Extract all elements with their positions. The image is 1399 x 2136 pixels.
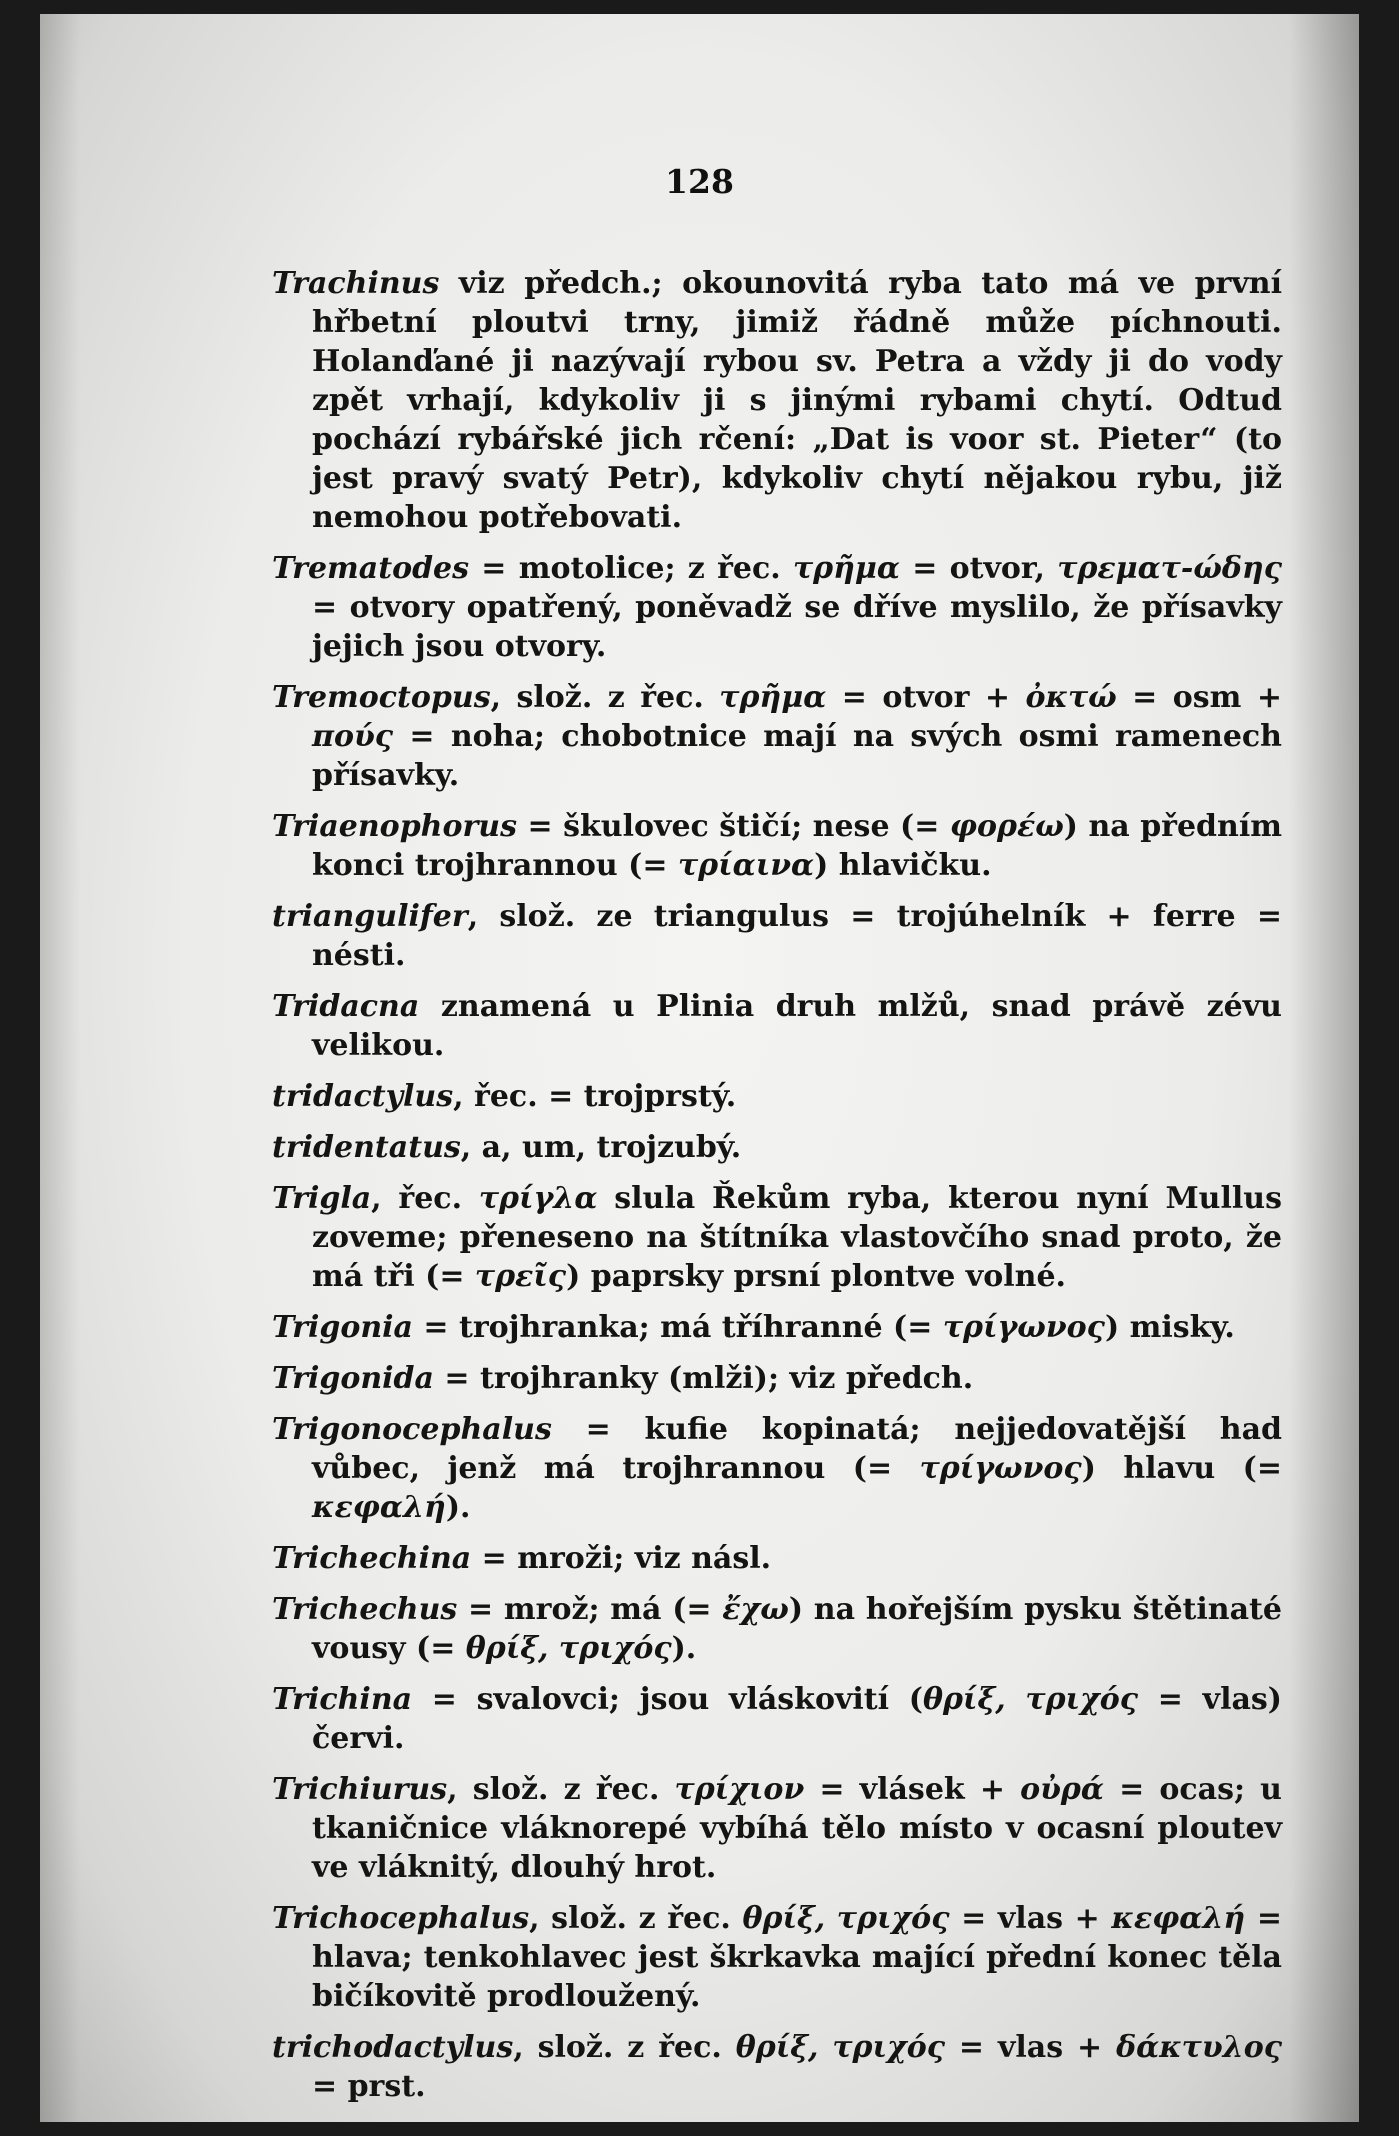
- greek-word: θρίξ, τριχός: [735, 2030, 945, 2065]
- entry-text: = otvor,: [899, 551, 1058, 586]
- greek-word: δάκτυλος: [1116, 2030, 1282, 2065]
- entry-headword: Tridacna: [272, 989, 420, 1024]
- entry-headword: tridactylus: [272, 1079, 454, 1114]
- greek-word: τρῆμα: [719, 680, 827, 715]
- entry-text: = ocas; u tkaničnice vláknorepé vybíhá tělo místo v ocasní ploutev ve vláknitý, dlouhý hrot.: [312, 1772, 1282, 1885]
- greek-word: κεφαλή: [1111, 1901, 1246, 1936]
- entry-headword: Trigonia: [272, 1310, 413, 1345]
- greek-word: θρίξ, τριχός: [922, 1682, 1139, 1717]
- entry-headword: Trematodes: [272, 551, 470, 586]
- entry-headword: Triaenophorus: [272, 809, 517, 844]
- entry-headword: Trachinus: [272, 266, 440, 301]
- entry-text: ) misky.: [1104, 1310, 1235, 1345]
- entry-text: viz předch.; okounovitá ryba tato má ve první hřbetní ploutvi trny, jimiž řádně může píchnouti. Holanďané ji nazývají rybou sv. Petra a vždy ji do vody zpět vrhají, kdykoliv ji s jinými rybami chytí. Odtud pochází rybářské jich rčení: „Dat is voor st. Pieter“ (to jest pravý svatý Petr), kdykoliv chytí nějakou rybu, již nemohou potřebovati.: [312, 266, 1282, 535]
- entry-text: = trojhranka; má tříhranné (=: [412, 1310, 943, 1345]
- dictionary-entry: [272, 807, 1282, 885]
- entry-text: , slož. z řec.: [513, 2030, 736, 2065]
- greek-word: ὀκτώ: [1025, 680, 1117, 715]
- greek-word: τρίγωνος: [919, 1451, 1082, 1486]
- entry-text: ) na předním konci trojhrannou (=: [312, 809, 1282, 883]
- entry-text: = mroži; viz násl.: [471, 1541, 772, 1576]
- entry-text: = otvory opatřený, poněvadž se dříve myslilo, že přísavky jejich jsou otvory.: [312, 590, 1282, 664]
- greek-word: κεφαλή: [312, 1490, 446, 1525]
- dictionary-entry: [272, 549, 1282, 666]
- dictionary-entry: [272, 678, 1282, 795]
- entry-text: ) hlavu (=: [1081, 1451, 1282, 1486]
- entry-text: = svalovci; jsou vláskovití (: [412, 1682, 923, 1717]
- dictionary-entries: [272, 264, 1282, 2118]
- entry-text: , a, um, trojzubý.: [460, 1130, 742, 1165]
- greek-word: πούς: [312, 719, 394, 754]
- entry-headword: Tremoctopus: [272, 680, 491, 715]
- entry-text: ) paprsky prsní plontve volné.: [566, 1259, 1066, 1294]
- entry-headword: Trichechus: [272, 1592, 458, 1627]
- entry-headword: Trigonida: [272, 1361, 434, 1396]
- entry-text: = vlásek +: [804, 1772, 1021, 1807]
- entry-text: = vlas +: [949, 1901, 1112, 1936]
- page-number: 128: [665, 162, 734, 201]
- greek-word: οὐρά: [1020, 1772, 1104, 1807]
- entry-text: = trojhranky (mlži); viz předch.: [433, 1361, 974, 1396]
- dictionary-entry: [272, 1077, 1282, 1116]
- entry-headword: Trichiurus: [272, 1772, 448, 1807]
- entry-text: , slož. ze triangulus = trojúhelník + ferre = nésti.: [312, 899, 1282, 973]
- entry-headword: tridentatus: [272, 1130, 461, 1165]
- entry-text: = prst.: [312, 2069, 426, 2104]
- dictionary-entry: [272, 1179, 1282, 1296]
- entry-text: , řec. = trojprstý.: [453, 1079, 737, 1114]
- entry-text: znamená u Plinia druh mlžů, snad právě zévu velikou.: [312, 989, 1282, 1063]
- dictionary-entry: [272, 1539, 1282, 1578]
- dictionary-entry: [272, 1590, 1282, 1668]
- dictionary-entry: [272, 1770, 1282, 1887]
- entry-text: slula Řekům ryba, kterou nyní Mullus zoveme; přeneseno na štítníka vlastovčího snad proto, že má tři (=: [312, 1181, 1282, 1294]
- dictionary-entry: [272, 987, 1282, 1065]
- page-edge-shadow-right: [1289, 14, 1359, 2122]
- dictionary-entry: [272, 1899, 1282, 2016]
- entry-text: = noha; chobotnice mají na svých osmi ramenech přísavky.: [312, 719, 1282, 793]
- entry-text: = kufie kopinatá; nejjedovatější had vůbec, jenž má trojhrannou (=: [312, 1412, 1282, 1486]
- entry-headword: Trichocephalus: [272, 1901, 530, 1936]
- page-edge-shadow-left: [40, 14, 80, 2122]
- entry-text: = mrož; má (=: [457, 1592, 723, 1627]
- entry-headword: Trichechina: [272, 1541, 472, 1576]
- book-page: [40, 14, 1359, 2122]
- greek-word: θρίξ, τριχός: [742, 1901, 950, 1936]
- greek-word: τρίγλα: [478, 1181, 598, 1216]
- dictionary-entry: [272, 1308, 1282, 1347]
- greek-word: τρεματ-ώδης: [1057, 551, 1282, 586]
- entry-headword: triangulifer: [272, 899, 468, 934]
- greek-word: ἔχω: [722, 1592, 789, 1627]
- entry-headword: Trigla: [272, 1181, 372, 1216]
- entry-headword: Trichina: [272, 1682, 413, 1717]
- entry-text: , slož. z řec.: [490, 680, 720, 715]
- entry-text: , slož. z řec.: [529, 1901, 743, 1936]
- dictionary-entry: [272, 264, 1282, 537]
- entry-text: ).: [445, 1490, 471, 1525]
- entry-text: ) na hořejším pysku štětinaté vousy (=: [312, 1592, 1283, 1666]
- dictionary-entry: [272, 1128, 1282, 1167]
- dictionary-entry: [272, 1680, 1282, 1758]
- greek-word: τρεῖς: [474, 1259, 567, 1294]
- entry-text: = motolice; z řec.: [469, 551, 793, 586]
- entry-text: = otvor +: [826, 680, 1026, 715]
- entry-text: = škulovec štičí; nese (=: [517, 809, 950, 844]
- greek-word: φορέω: [949, 809, 1064, 844]
- greek-word: τρῆμα: [792, 551, 900, 586]
- entry-text: , řec.: [371, 1181, 479, 1216]
- greek-word: τρίχιον: [674, 1772, 805, 1807]
- dictionary-entry: [272, 1410, 1282, 1527]
- dictionary-entry: [272, 1359, 1282, 1398]
- entry-text: ).: [671, 1631, 697, 1666]
- greek-word: θρίξ, τριχός: [465, 1631, 672, 1666]
- entry-text: = osm +: [1116, 680, 1283, 715]
- entry-text: ) hlavičku.: [814, 848, 992, 883]
- entry-text: = hlava; tenkohlavec jest škrkavka mající přední konec těla bičíkovitě prodloužený.: [312, 1901, 1282, 2014]
- entry-text: = vlas) červi.: [312, 1682, 1282, 1756]
- entry-headword: trichodactylus: [272, 2030, 514, 2065]
- greek-word: τρίαινα: [677, 848, 815, 883]
- dictionary-entry: [272, 2028, 1282, 2106]
- entry-headword: Trigonocephalus: [272, 1412, 552, 1447]
- entry-text: = vlas +: [945, 2030, 1117, 2065]
- entry-text: , slož. z řec.: [447, 1772, 675, 1807]
- greek-word: τρίγωνος: [942, 1310, 1105, 1345]
- dictionary-entry: [272, 897, 1282, 975]
